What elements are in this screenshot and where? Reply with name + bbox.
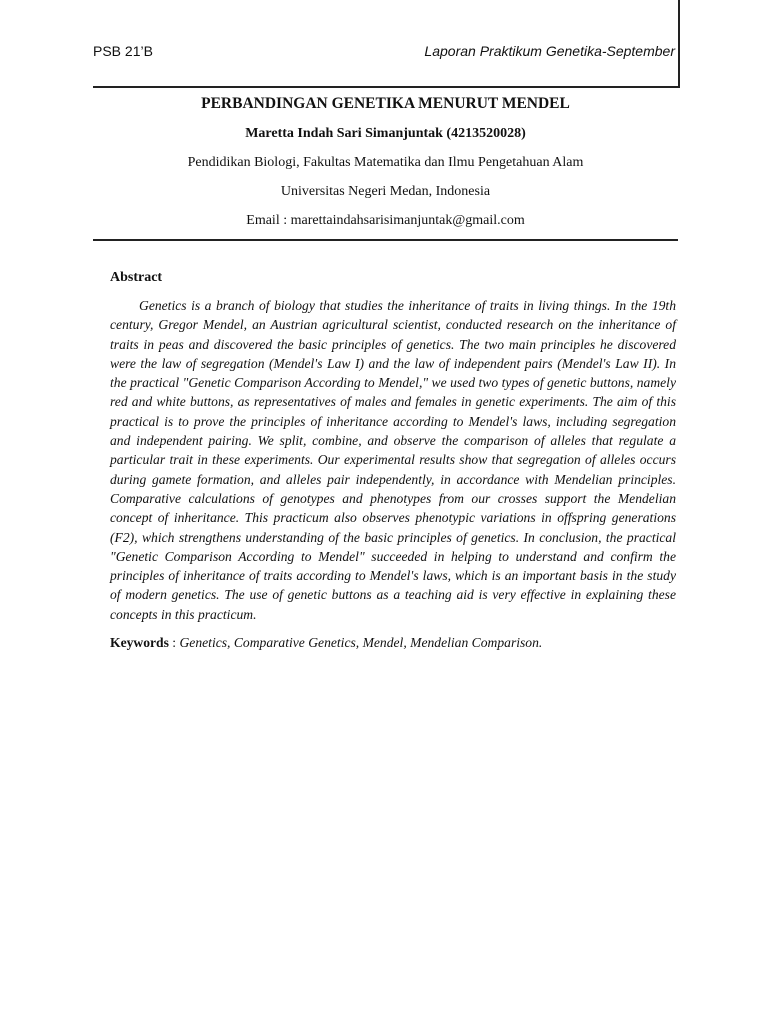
header-course-code: PSB 21’B bbox=[93, 43, 153, 59]
abstract-heading: Abstract bbox=[110, 270, 163, 285]
author-line: Maretta Indah Sari Simanjuntak (4213520028) bbox=[245, 126, 526, 141]
keywords-values: Genetics, Comparative Genetics, Mendel, Mendelian Comparison. bbox=[179, 635, 543, 651]
keywords-label: Keywords bbox=[110, 635, 169, 651]
title-block bbox=[93, 94, 678, 230]
keywords-line bbox=[110, 633, 676, 652]
header-horizontal-rule bbox=[93, 86, 680, 88]
abstract-section bbox=[110, 269, 676, 652]
keywords-separator: : bbox=[168, 635, 180, 651]
email-line: Email : marettaindahsarisimanjuntak@gmail.com bbox=[246, 213, 525, 228]
university-line: Universitas Negeri Medan, Indonesia bbox=[280, 184, 491, 199]
header-vertical-rule bbox=[678, 0, 680, 88]
abstract-body: Genetics is a branch of biology that studies the inheritance of traits in living things. In the 19th century, Gregor Mendel, an Austrian agricultural scientist, conducted research on the inheritance of traits in peas and discovered the basic principles of genetics. The two main principles he discovered were the law of segregation (Mendel's Law I) and the law of independent pairs (Mendel's Law II). In the practical "Genetic Comparison According to Mendel," we used two types of genetic buttons, namely red and white buttons, as representatives of males and females in genetic experiments. The aim of this practical is to prove the principles of inheritance according to Mendel's laws, including segregation and independent pairing. We split, combine, and observe the comparison of alleles that regulate a particular trait in these experiments. Our experimental results show that segregation of alleles occurs during gamete formation, and alleles pair independently, in accordance with Mendelian principles. Comparative calculations of genotypes and phenotypes from our crosses support the Mendelian concept of inheritance. This practicum also observes phenotypic variations in offspring generations (F2), which strengthens understanding of the basic principles of genetics. In conclusion, the practical "Genetic Comparison According to Mendel" succeeded in helping to understand and confirm the principles of inheritance of traits according to Mendel's laws, which is an important basis in the study of modern genetics. The use of genetic buttons as a teaching aid is very effective in explaining these concepts in this practicum. bbox=[110, 298, 676, 622]
title-divider bbox=[93, 239, 678, 241]
paper-title: PERBANDINGAN GENETIKA MENURUT MENDEL bbox=[201, 95, 570, 112]
affiliation-line: Pendidikan Biologi, Fakultas Matematika dan Ilmu Pengetahuan Alam bbox=[187, 155, 584, 170]
page-header bbox=[93, 43, 675, 61]
header-report-title: Laporan Praktikum Genetika-September bbox=[424, 43, 675, 59]
